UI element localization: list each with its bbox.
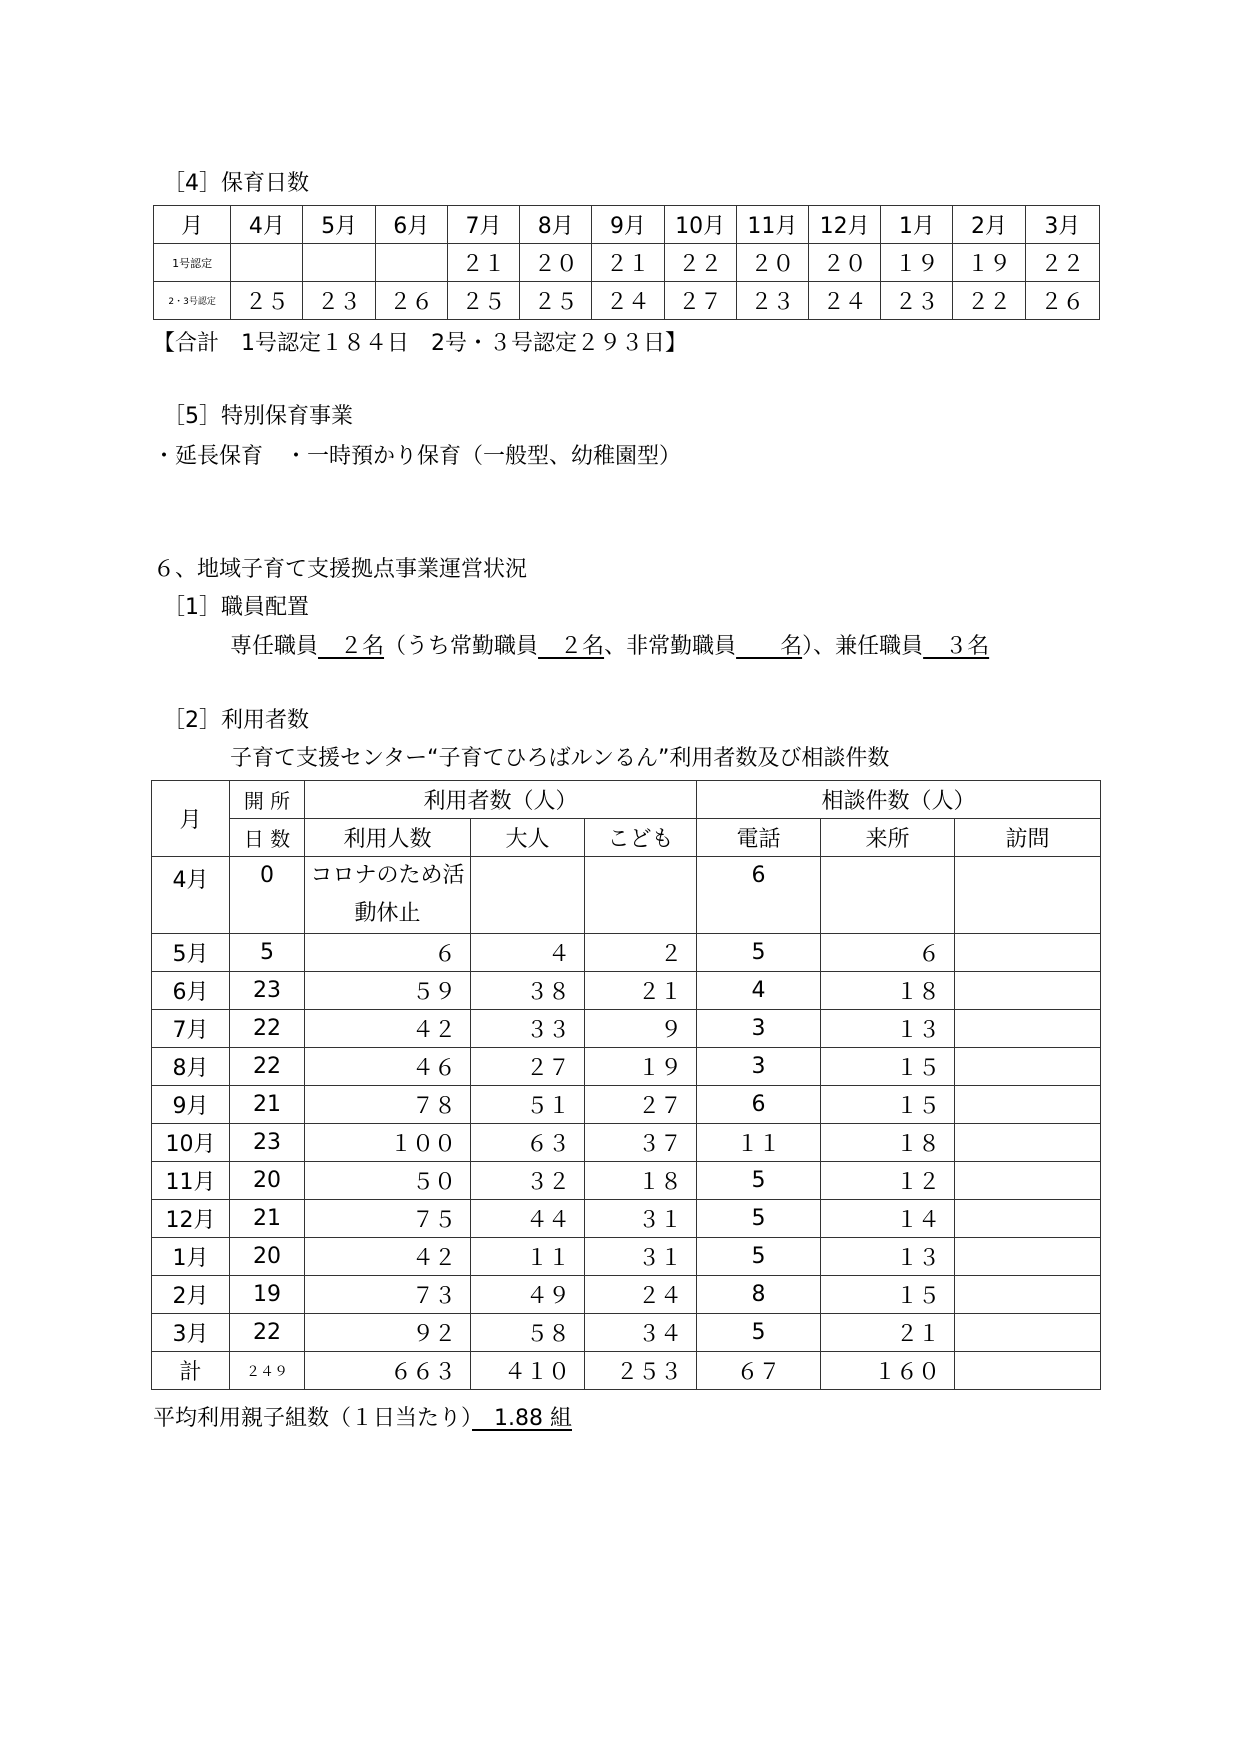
- users-cell-total: ４２: [305, 1010, 471, 1048]
- month-cell: 12月: [808, 206, 880, 244]
- users-row: [152, 1048, 1101, 1086]
- section4-heading: ［4］保育日数: [163, 171, 309, 196]
- users-cell-home-visit: [955, 972, 1101, 1010]
- days-cell: ２１: [447, 244, 519, 282]
- users-row: [152, 1276, 1101, 1314]
- users-header-row-2: [152, 819, 1101, 857]
- users-cell-total: １００: [305, 1124, 471, 1162]
- users-cell-phone: 6: [697, 857, 821, 934]
- users-cell-home-visit: [955, 1276, 1101, 1314]
- users-cell-month: 2月: [152, 1276, 230, 1314]
- days-cell: ２０: [808, 244, 880, 282]
- users-cell-visit-in: １８: [821, 972, 955, 1010]
- users-cell-adults: ４４: [471, 1200, 585, 1238]
- users-row: [152, 934, 1101, 972]
- section6-heading: ６、地域子育て支援拠点事業運営状況: [153, 557, 528, 582]
- users-cell-home-visit: [955, 1048, 1101, 1086]
- users-cell-days: 20: [230, 1238, 305, 1276]
- users-row: [152, 1352, 1101, 1390]
- staff-fulltime-count: ２名: [538, 634, 605, 659]
- users-cell-month: 12月: [152, 1200, 230, 1238]
- days-cell: ２５: [520, 282, 592, 320]
- special-services: ・延長保育 ・一時預かり保育（一般型、幼稚園型）: [153, 444, 682, 469]
- users-cell-total: コロナのため活動休止: [305, 857, 471, 934]
- days-cell: ２０: [736, 244, 808, 282]
- users-cell-home-visit: [955, 1238, 1101, 1276]
- month-cell: 2月: [953, 206, 1025, 244]
- users-cell-total: ７８: [305, 1086, 471, 1124]
- days-cell: １９: [953, 244, 1025, 282]
- users-cell-home-visit: [955, 1124, 1101, 1162]
- month-cell: 5月: [303, 206, 375, 244]
- days-cell: ２２: [1025, 244, 1099, 282]
- users-cell-children: ３７: [585, 1124, 697, 1162]
- days-cell: ２０: [520, 244, 592, 282]
- users-cell-month: 11月: [152, 1162, 230, 1200]
- visit-in-header: 来所: [821, 819, 955, 857]
- users-cell-month: 7月: [152, 1010, 230, 1048]
- users-cell-adults: ４: [471, 934, 585, 972]
- days-row-type1: [154, 244, 1100, 282]
- month-cell: 4月: [231, 206, 303, 244]
- users-cell-visit-in: １８: [821, 1124, 955, 1162]
- users-cell-days: 21: [230, 1086, 305, 1124]
- users-cell-total: ５０: [305, 1162, 471, 1200]
- users-cell-phone: ６７: [697, 1352, 821, 1390]
- days-cell: ２４: [808, 282, 880, 320]
- users-cell-visit-in: １３: [821, 1010, 955, 1048]
- users-cell-children: ９: [585, 1010, 697, 1048]
- users-cell-home-visit: [955, 1200, 1101, 1238]
- users-cell-total: ７３: [305, 1276, 471, 1314]
- users-row: [152, 857, 1101, 934]
- children-header: こども: [585, 819, 697, 857]
- users-cell-total: ５９: [305, 972, 471, 1010]
- users-cell-days: 23: [230, 972, 305, 1010]
- days-cell: [303, 244, 375, 282]
- users-cell-visit-in: [821, 857, 955, 934]
- users-cell-children: １９: [585, 1048, 697, 1086]
- users-cell-total: ７５: [305, 1200, 471, 1238]
- month-cell: 7月: [447, 206, 519, 244]
- days-cell: ２４: [592, 282, 664, 320]
- users-row: [152, 972, 1101, 1010]
- users-total-header: 利用人数: [305, 819, 471, 857]
- users-cell-days: ２４９: [230, 1352, 305, 1390]
- staff-concurrent-label: ）、兼任職員: [802, 634, 924, 659]
- users-cell-children: ２: [585, 934, 697, 972]
- users-cell-days: 19: [230, 1276, 305, 1314]
- users-cell-children: ２１: [585, 972, 697, 1010]
- users-row: [152, 1086, 1101, 1124]
- month-cell: 11月: [736, 206, 808, 244]
- month-header: 月: [154, 206, 231, 244]
- days-cell: ２２: [953, 282, 1025, 320]
- users-cell-phone: 5: [697, 1200, 821, 1238]
- users-cell-phone: 5: [697, 1238, 821, 1276]
- users-cell-adults: ２７: [471, 1048, 585, 1086]
- users-table-body: [152, 857, 1101, 1390]
- users-cell-days: 23: [230, 1124, 305, 1162]
- days-cell: ２７: [664, 282, 736, 320]
- average-value: 1.88 組: [472, 1406, 572, 1431]
- users-cell-total: ９２: [305, 1314, 471, 1352]
- users-cell-home-visit: [955, 1314, 1101, 1352]
- days-row-type23: [154, 282, 1100, 320]
- users-cell-home-visit: [955, 934, 1101, 972]
- staff-line: [230, 633, 989, 661]
- users-cell-month: 5月: [152, 934, 230, 972]
- days-header-row: [154, 206, 1100, 244]
- users-heading: ［2］利用者数: [163, 708, 309, 733]
- days-cell: ２６: [1025, 282, 1099, 320]
- users-cell-days: 5: [230, 934, 305, 972]
- users-cell-phone: 3: [697, 1048, 821, 1086]
- days-cell: ２３: [303, 282, 375, 320]
- users-cell-total: ６６３: [305, 1352, 471, 1390]
- users-cell-visit-in: １３: [821, 1238, 955, 1276]
- users-table-title: 子育て支援センター“子育てひろばルンるん”利用者数及び相談件数: [230, 746, 890, 771]
- users-cell-children: ２５３: [585, 1352, 697, 1390]
- users-cell-adults: ３２: [471, 1162, 585, 1200]
- month-cell: 3月: [1025, 206, 1099, 244]
- phone-header: 電話: [697, 819, 821, 857]
- days-cell: １９: [881, 244, 953, 282]
- users-cell-days: 22: [230, 1010, 305, 1048]
- row-label: 1号認定: [154, 244, 231, 282]
- users-cell-month: 3月: [152, 1314, 230, 1352]
- total-days-note: 【合計 1号認定１８４日 2号・３号認定２９３日】: [153, 331, 687, 356]
- days-cell: ２５: [231, 282, 303, 320]
- users-cell-adults: １１: [471, 1238, 585, 1276]
- users-cell-home-visit: [955, 857, 1101, 934]
- users-cell-phone: 8: [697, 1276, 821, 1314]
- consult-group-header: 相談件数（人）: [697, 781, 1101, 819]
- users-row: [152, 1314, 1101, 1352]
- users-cell-days: 21: [230, 1200, 305, 1238]
- users-cell-days: 0: [230, 857, 305, 934]
- month-header: 月: [152, 781, 230, 857]
- users-cell-home-visit: [955, 1352, 1101, 1390]
- users-cell-phone: 6: [697, 1086, 821, 1124]
- days-cell: ２３: [881, 282, 953, 320]
- users-row: [152, 1162, 1101, 1200]
- open-days-header-2: 日 数: [230, 819, 305, 857]
- users-cell-phone: 5: [697, 1162, 821, 1200]
- staff-dedicated-count: ２名: [318, 634, 385, 659]
- users-cell-days: 22: [230, 1048, 305, 1086]
- users-cell-visit-in: １５: [821, 1086, 955, 1124]
- staff-parttime-label: 、非常勤職員: [604, 634, 737, 659]
- users-cell-visit-in: １４: [821, 1200, 955, 1238]
- month-cell: 9月: [592, 206, 664, 244]
- users-row: [152, 1238, 1101, 1276]
- users-cell-adults: ４１０: [471, 1352, 585, 1390]
- users-cell-children: [585, 857, 697, 934]
- users-row: [152, 1200, 1101, 1238]
- month-cell: 1月: [881, 206, 953, 244]
- childcare-days-table: [153, 205, 1100, 320]
- users-row: [152, 1124, 1101, 1162]
- users-cell-visit-in: １５: [821, 1276, 955, 1314]
- users-cell-adults: ４９: [471, 1276, 585, 1314]
- days-cell: ２１: [592, 244, 664, 282]
- users-cell-children: １８: [585, 1162, 697, 1200]
- days-cell: ２６: [375, 282, 447, 320]
- users-cell-visit-in: １５: [821, 1048, 955, 1086]
- users-cell-adults: [471, 857, 585, 934]
- users-cell-month: 1月: [152, 1238, 230, 1276]
- users-cell-adults: ６３: [471, 1124, 585, 1162]
- average-line: [153, 1405, 572, 1433]
- users-cell-month: 9月: [152, 1086, 230, 1124]
- users-cell-children: ２７: [585, 1086, 697, 1124]
- users-cell-children: ３４: [585, 1314, 697, 1352]
- users-cell-total: ４６: [305, 1048, 471, 1086]
- staff-concurrent-count: ３名: [923, 634, 990, 659]
- users-cell-phone: 5: [697, 934, 821, 972]
- row-label: 2・3号認定: [154, 282, 231, 320]
- users-cell-phone: １１: [697, 1124, 821, 1162]
- days-cell: [231, 244, 303, 282]
- staff-fulltime-label: （うち常勤職員: [384, 634, 539, 659]
- users-group-header: 利用者数（人）: [305, 781, 697, 819]
- month-cell: 10月: [664, 206, 736, 244]
- month-cell: 8月: [520, 206, 592, 244]
- users-cell-adults: ５８: [471, 1314, 585, 1352]
- users-cell-children: ３１: [585, 1200, 697, 1238]
- users-cell-home-visit: [955, 1010, 1101, 1048]
- users-cell-month: 10月: [152, 1124, 230, 1162]
- adults-header: 大人: [471, 819, 585, 857]
- days-cell: ２２: [664, 244, 736, 282]
- users-cell-phone: 3: [697, 1010, 821, 1048]
- days-cell: ２３: [736, 282, 808, 320]
- month-cell: 6月: [375, 206, 447, 244]
- users-cell-total: ４２: [305, 1238, 471, 1276]
- users-cell-home-visit: [955, 1086, 1101, 1124]
- days-cell: [375, 244, 447, 282]
- days-cell: ２５: [447, 282, 519, 320]
- users-cell-month: 8月: [152, 1048, 230, 1086]
- users-cell-visit-in: １２: [821, 1162, 955, 1200]
- staff-heading: ［1］職員配置: [163, 595, 309, 620]
- home-visit-header: 訪問: [955, 819, 1101, 857]
- users-cell-children: ２４: [585, 1276, 697, 1314]
- users-cell-phone: 5: [697, 1314, 821, 1352]
- users-cell-total: ６: [305, 934, 471, 972]
- users-cell-visit-in: ６: [821, 934, 955, 972]
- users-cell-adults: ３３: [471, 1010, 585, 1048]
- users-cell-home-visit: [955, 1162, 1101, 1200]
- users-table: [151, 780, 1101, 1390]
- users-cell-days: 20: [230, 1162, 305, 1200]
- section5-heading: ［5］特別保育事業: [163, 404, 353, 429]
- staff-parttime-count: 名: [736, 634, 803, 659]
- users-header-row-1: [152, 781, 1101, 819]
- average-label: 平均利用親子組数（１日当たり）: [153, 1406, 473, 1431]
- users-cell-visit-in: ２１: [821, 1314, 955, 1352]
- users-cell-adults: ５１: [471, 1086, 585, 1124]
- users-cell-children: ３１: [585, 1238, 697, 1276]
- open-days-header: 開 所: [230, 781, 305, 819]
- users-cell-days: 22: [230, 1314, 305, 1352]
- staff-dedicated-label: 専任職員: [230, 634, 319, 659]
- users-row: [152, 1010, 1101, 1048]
- users-cell-month: 計: [152, 1352, 230, 1390]
- users-cell-month: 4月: [152, 857, 230, 934]
- users-cell-visit-in: １６０: [821, 1352, 955, 1390]
- users-cell-phone: 4: [697, 972, 821, 1010]
- users-cell-adults: ３８: [471, 972, 585, 1010]
- users-cell-month: 6月: [152, 972, 230, 1010]
